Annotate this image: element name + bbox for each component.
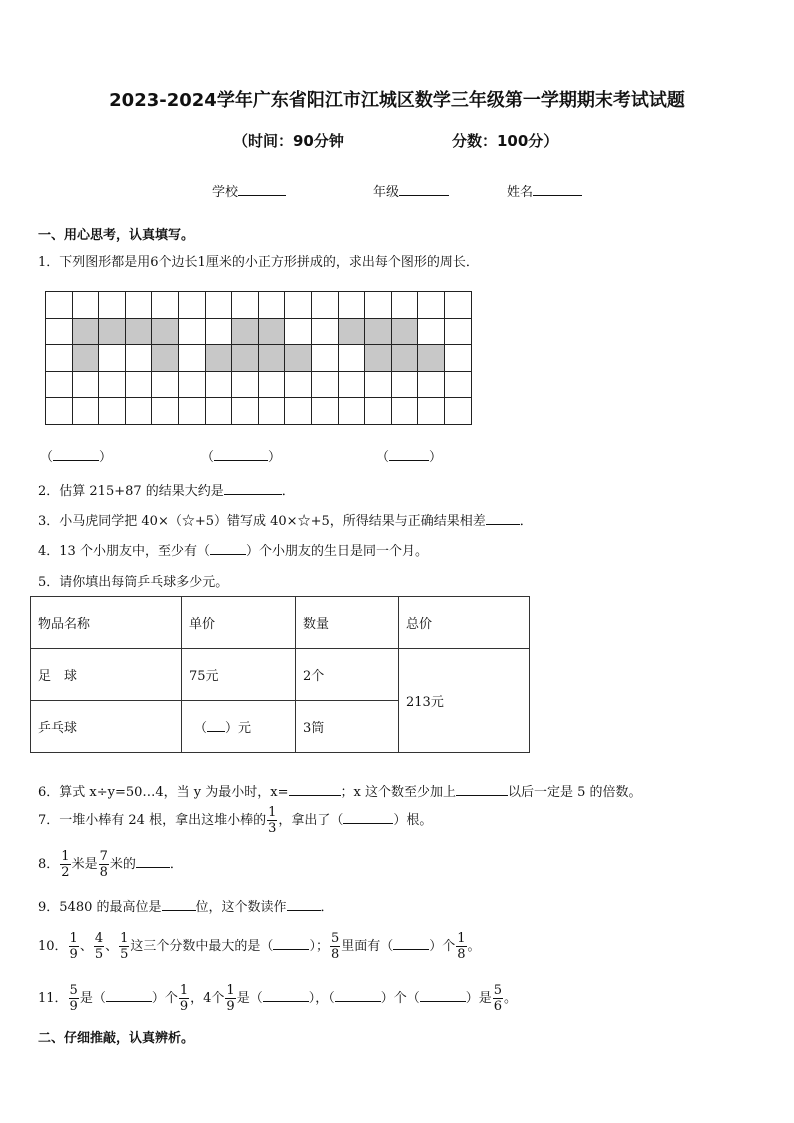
q10-text-e: ）个 — [429, 939, 456, 954]
denominator: 5 — [94, 947, 104, 962]
question-2 — [38, 480, 295, 499]
denominator: 8 — [99, 865, 108, 880]
q11-end: 。 — [504, 991, 518, 1006]
numerator: 1 — [268, 805, 277, 820]
cell-football: 足 球 — [31, 649, 182, 701]
numerator: 1 — [226, 983, 235, 998]
question-10 — [38, 932, 481, 961]
q10-text-c: ）； — [309, 939, 329, 954]
grade-blank — [399, 195, 449, 196]
grid-square — [72, 371, 100, 399]
shaded-square — [72, 344, 100, 372]
grid-square — [125, 371, 153, 399]
grid-square — [311, 318, 339, 346]
q8-end: ． — [169, 857, 183, 872]
grid-square — [98, 291, 126, 319]
paren-close: ） — [429, 450, 443, 465]
grid-square — [444, 318, 472, 346]
grid-square — [417, 318, 445, 346]
shaded-square — [231, 344, 259, 372]
grid-square — [178, 397, 206, 425]
blank — [210, 554, 246, 555]
denominator: 8 — [457, 947, 466, 962]
q3-text: 3．小马虎同学把 40×（☆+5）错写成 40×☆+5，所得结果与正确结果相差 — [38, 514, 486, 529]
name-blank — [533, 195, 582, 196]
shaded-square — [364, 318, 392, 346]
q9-end: ． — [320, 900, 334, 915]
q8-num: 8． — [38, 857, 60, 872]
grid-square — [125, 397, 153, 425]
shaded-square — [364, 344, 392, 372]
denominator: 3 — [268, 821, 277, 836]
grid-square — [258, 397, 286, 425]
school-field — [212, 181, 286, 200]
q4-text-a: 4．13 个小朋友中，至少有（ — [38, 544, 210, 559]
q11-text-e: 是（ — [236, 991, 263, 1006]
grid-square — [98, 344, 126, 372]
grid-square — [417, 291, 445, 319]
numerator: 5 — [69, 983, 78, 998]
fraction — [493, 984, 503, 1013]
question-9 — [38, 896, 334, 915]
grid-square — [311, 344, 339, 372]
q7-text-b: ，拿出了（ — [278, 813, 344, 828]
grid-square — [338, 344, 366, 372]
q11-text-d: ，4个 — [190, 991, 225, 1006]
question-8 — [38, 850, 183, 879]
separator: 、 — [79, 939, 93, 954]
blank — [273, 949, 309, 950]
blank — [224, 494, 282, 495]
fraction — [456, 932, 466, 961]
grid-square — [178, 318, 206, 346]
grid-square — [205, 397, 233, 425]
numerator: 1 — [457, 931, 466, 946]
grid-square — [205, 291, 233, 319]
q3-end: ． — [519, 514, 533, 529]
grid-square — [151, 371, 179, 399]
blank — [420, 1001, 466, 1002]
denominator: 9 — [179, 999, 189, 1014]
q11-text-g: ）个（ — [380, 991, 420, 1006]
numerator: 4 — [94, 931, 104, 946]
numerator: 1 — [179, 983, 189, 998]
question-6 — [38, 781, 642, 800]
paren-open: （ — [40, 450, 54, 465]
denominator: 2 — [61, 865, 70, 880]
blank — [486, 524, 520, 525]
grid-square — [338, 291, 366, 319]
square-grid-figure — [45, 291, 472, 425]
shaded-square — [125, 318, 153, 346]
grid-square — [231, 397, 259, 425]
grid-square — [311, 371, 339, 399]
grid-square — [391, 291, 419, 319]
cell-total: 213元 — [399, 649, 530, 753]
question-7 — [38, 806, 432, 835]
fraction — [60, 850, 70, 879]
grid-square — [444, 291, 472, 319]
shaded-square — [72, 318, 100, 346]
shaded-square — [258, 344, 286, 372]
school-blank — [238, 195, 286, 196]
fraction — [225, 984, 235, 1013]
shaded-square — [338, 318, 366, 346]
grid-square — [444, 397, 472, 425]
blank — [207, 731, 225, 732]
blank — [287, 910, 321, 911]
denominator: 9 — [69, 999, 78, 1014]
grid-square — [311, 291, 339, 319]
grid-square — [178, 371, 206, 399]
q10-text-b: 这三个分数中最大的是（ — [130, 939, 274, 954]
grade-field — [373, 181, 449, 200]
blank — [393, 949, 429, 950]
grid-square — [72, 291, 100, 319]
question-1: 1．下列图形都是用6个边长1厘米的小正方形拼成的，求出每个图形的周长． — [38, 255, 479, 270]
blank — [106, 1001, 152, 1002]
fraction — [69, 984, 79, 1013]
shaded-square — [151, 318, 179, 346]
exam-score: 分数：100分） — [452, 132, 559, 150]
shaded-square — [151, 344, 179, 372]
shaded-square — [417, 344, 445, 372]
shaded-square — [205, 344, 233, 372]
price-unit: ）元 — [225, 721, 252, 736]
th-total: 总价 — [399, 597, 530, 649]
grid-square — [231, 371, 259, 399]
page-title: 2023-2024学年广东省阳江市江城区数学三年级第一学期期末考试试题 — [109, 90, 685, 111]
shaded-square — [231, 318, 259, 346]
exam-time: （时间：90分钟 — [233, 132, 344, 150]
cell-football-price: 75元 — [182, 649, 296, 701]
grid-square — [417, 397, 445, 425]
q10-end: 。 — [467, 939, 481, 954]
fraction — [94, 932, 104, 961]
q7-text-a: 7．一堆小棒有 24 根，拿出这堆小棒的 — [38, 813, 267, 828]
grid-square — [45, 291, 73, 319]
blank — [162, 910, 196, 911]
grid-square — [338, 397, 366, 425]
q6-text-a: 6．算式 x÷y=50…4，当 y 为最小时，x= — [38, 785, 289, 800]
q1-answer-3 — [376, 446, 442, 465]
q8-text-b: 米是 — [71, 857, 98, 872]
grid-square — [151, 291, 179, 319]
blank — [343, 823, 393, 824]
section-1-heading: 一、用心思考，认真填写。 — [38, 228, 195, 243]
grid-square — [284, 397, 312, 425]
q9-text-a: 9．5480 的最高位是 — [38, 900, 162, 915]
q7-text-c: ）根。 — [393, 813, 433, 828]
grid-square — [98, 397, 126, 425]
grid-square — [258, 291, 286, 319]
paren-open: （ — [201, 450, 215, 465]
blank — [263, 1001, 309, 1002]
q1-answer-2 — [201, 446, 281, 465]
shaded-square — [391, 318, 419, 346]
paren-close: ） — [99, 450, 113, 465]
price-table — [30, 596, 530, 753]
grid-square — [444, 371, 472, 399]
denominator: 9 — [226, 999, 235, 1014]
q6-text-c: 以后一定是 5 的倍数。 — [507, 785, 642, 800]
shaded-square — [284, 344, 312, 372]
blank — [289, 795, 341, 796]
grid-square — [45, 371, 73, 399]
fraction — [267, 806, 277, 835]
th-qty: 数量 — [296, 597, 399, 649]
cell-football-qty: 2个 — [296, 649, 399, 701]
grid-square — [125, 291, 153, 319]
blank — [53, 460, 99, 461]
grid-square — [258, 371, 286, 399]
grid-square — [178, 291, 206, 319]
numerator: 5 — [330, 931, 340, 946]
shaded-square — [98, 318, 126, 346]
q11-text-h: ）是 — [465, 991, 492, 1006]
blank — [214, 460, 268, 461]
denominator: 8 — [330, 947, 340, 962]
grid-square — [364, 397, 392, 425]
grade-label: 年级 — [373, 185, 400, 200]
denominator: 9 — [69, 947, 78, 962]
numerator: 5 — [493, 983, 503, 998]
fraction — [330, 932, 340, 961]
school-label: 学校 — [212, 185, 239, 200]
blank — [389, 460, 429, 461]
name-field — [507, 181, 582, 200]
paren-open: （ — [194, 721, 208, 736]
cell-pingpong-price — [182, 701, 296, 753]
grid-square — [45, 344, 73, 372]
numerator: 7 — [99, 849, 108, 864]
paren-open: （ — [376, 450, 390, 465]
paren-close: ） — [268, 450, 282, 465]
grid-square — [364, 371, 392, 399]
q11-text-b: 是（ — [79, 991, 106, 1006]
fraction — [179, 984, 189, 1013]
grid-square — [45, 318, 73, 346]
grid-square — [284, 371, 312, 399]
th-item: 物品名称 — [31, 597, 182, 649]
separator: 、 — [105, 939, 119, 954]
blank — [136, 867, 170, 868]
q2-text: 2．估算 215+87 的结果大约是 — [38, 484, 224, 499]
question-3 — [38, 510, 533, 529]
denominator: 6 — [493, 999, 503, 1014]
blank — [335, 1001, 381, 1002]
q11-num: 11． — [38, 991, 68, 1006]
fraction — [99, 850, 109, 879]
q2-end: ． — [281, 484, 295, 499]
grid-square — [151, 397, 179, 425]
q4-text-b: ）个小朋友的生日是同一个月。 — [245, 544, 428, 559]
blank — [456, 795, 508, 796]
shaded-square — [258, 318, 286, 346]
q9-text-b: 位，这个数读作 — [195, 900, 287, 915]
grid-square — [391, 371, 419, 399]
q6-text-b: ；x 这个数至少加上 — [340, 785, 456, 800]
grid-square — [391, 397, 419, 425]
q10-text-d: 里面有（ — [341, 939, 394, 954]
grid-square — [284, 291, 312, 319]
grid-square — [205, 371, 233, 399]
q11-text-c: ）个 — [151, 991, 178, 1006]
q1-answer-1 — [40, 446, 112, 465]
th-price: 单价 — [182, 597, 296, 649]
grid-square — [178, 344, 206, 372]
grid-square — [98, 371, 126, 399]
q10-num: 10． — [38, 939, 68, 954]
grid-square — [231, 291, 259, 319]
grid-square — [311, 397, 339, 425]
cell-pingpong-qty: 3筒 — [296, 701, 399, 753]
q11-text-f: ），（ — [308, 991, 335, 1006]
question-11 — [38, 984, 517, 1013]
grid-square — [338, 371, 366, 399]
fraction — [119, 932, 129, 961]
grid-square — [45, 397, 73, 425]
grid-square — [125, 344, 153, 372]
numerator: 1 — [69, 931, 78, 946]
denominator: 5 — [120, 947, 129, 962]
grid-square — [444, 344, 472, 372]
question-5: 5．请你填出每筒乒乓球多少元。 — [38, 575, 229, 590]
question-4 — [38, 540, 428, 559]
numerator: 1 — [61, 849, 70, 864]
cell-pingpong: 乒乓球 — [31, 701, 182, 753]
shaded-square — [391, 344, 419, 372]
grid-square — [364, 291, 392, 319]
section-2-heading: 二、仔细推敲，认真辨析。 — [38, 1031, 195, 1046]
q8-text-c: 米的 — [109, 857, 136, 872]
grid-square — [284, 318, 312, 346]
grid-square — [72, 397, 100, 425]
fraction — [69, 932, 79, 961]
grid-square — [417, 371, 445, 399]
numerator: 1 — [120, 931, 129, 946]
grid-square — [205, 318, 233, 346]
name-label: 姓名 — [507, 185, 534, 200]
